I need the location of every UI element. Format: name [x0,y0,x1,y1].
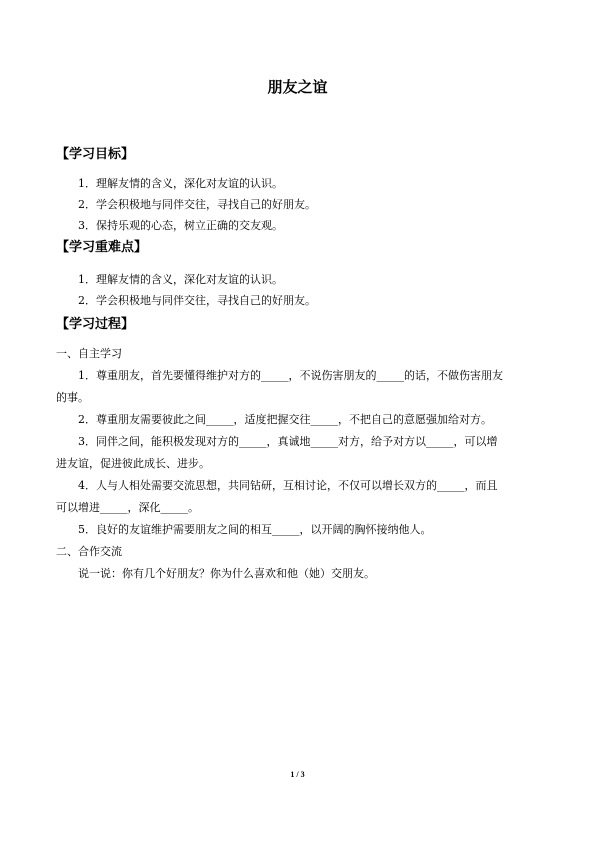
discussion-prompt: 说一说：你有几个好朋友？你为什么喜欢和他（她）交朋友。 [78,567,375,580]
question-1-line-1: 1．尊重朋友，首先要懂得维护对方的_____，不说伤害朋友的_____的话，不做伤害朋友 [78,369,503,382]
key-point-item-2: 2．学会积极地与同伴交往，寻找自己的好朋友。 [78,294,316,307]
objectives-heading: 【学习目标】 [56,147,135,162]
section-self-study-title: 一、自主学习 [56,347,122,360]
question-3-line-2: 进友谊，促进彼此成长、进步。 [56,457,210,470]
page-title: 朋友之谊 [267,78,328,96]
objective-item-3: 3．保持乐观的心态，树立正确的交友观。 [78,219,283,232]
objective-item-1: 1．理解友情的含义，深化对友谊的认识。 [78,177,283,190]
objective-item-2: 2．学会积极地与同伴交往，寻找自己的好朋友。 [78,198,316,211]
key-point-item-1: 1．理解友情的含义，深化对友谊的认识。 [78,273,283,286]
process-heading: 【学习过程】 [56,317,135,332]
key-points-heading: 【学习重难点】 [56,240,148,255]
question-4-line-1: 4．人与人相处需要交流思想，共同钻研，互相讨论，不仅可以增长双方的_____，而且 [78,479,498,492]
section-cooperation-title: 二、合作交流 [56,545,122,558]
page-number: 1 / 3 [290,770,305,779]
question-3-line-1: 3．同伴之间，能积极发现对方的_____，真诚地_____对方，给予对方以_____，可以增 [78,435,498,448]
question-2: 2．尊重朋友需要彼此之间_____，适度把握交往_____，不把自己的意愿强加给对方。 [78,413,492,426]
question-4-line-2: 可以增进_____，深化_____。 [56,501,199,514]
question-5: 5．良好的友谊维护需要朋友之间的相互_____，以开阔的胸怀接纳他人。 [78,523,432,536]
question-1-line-2: 的事。 [56,391,89,404]
